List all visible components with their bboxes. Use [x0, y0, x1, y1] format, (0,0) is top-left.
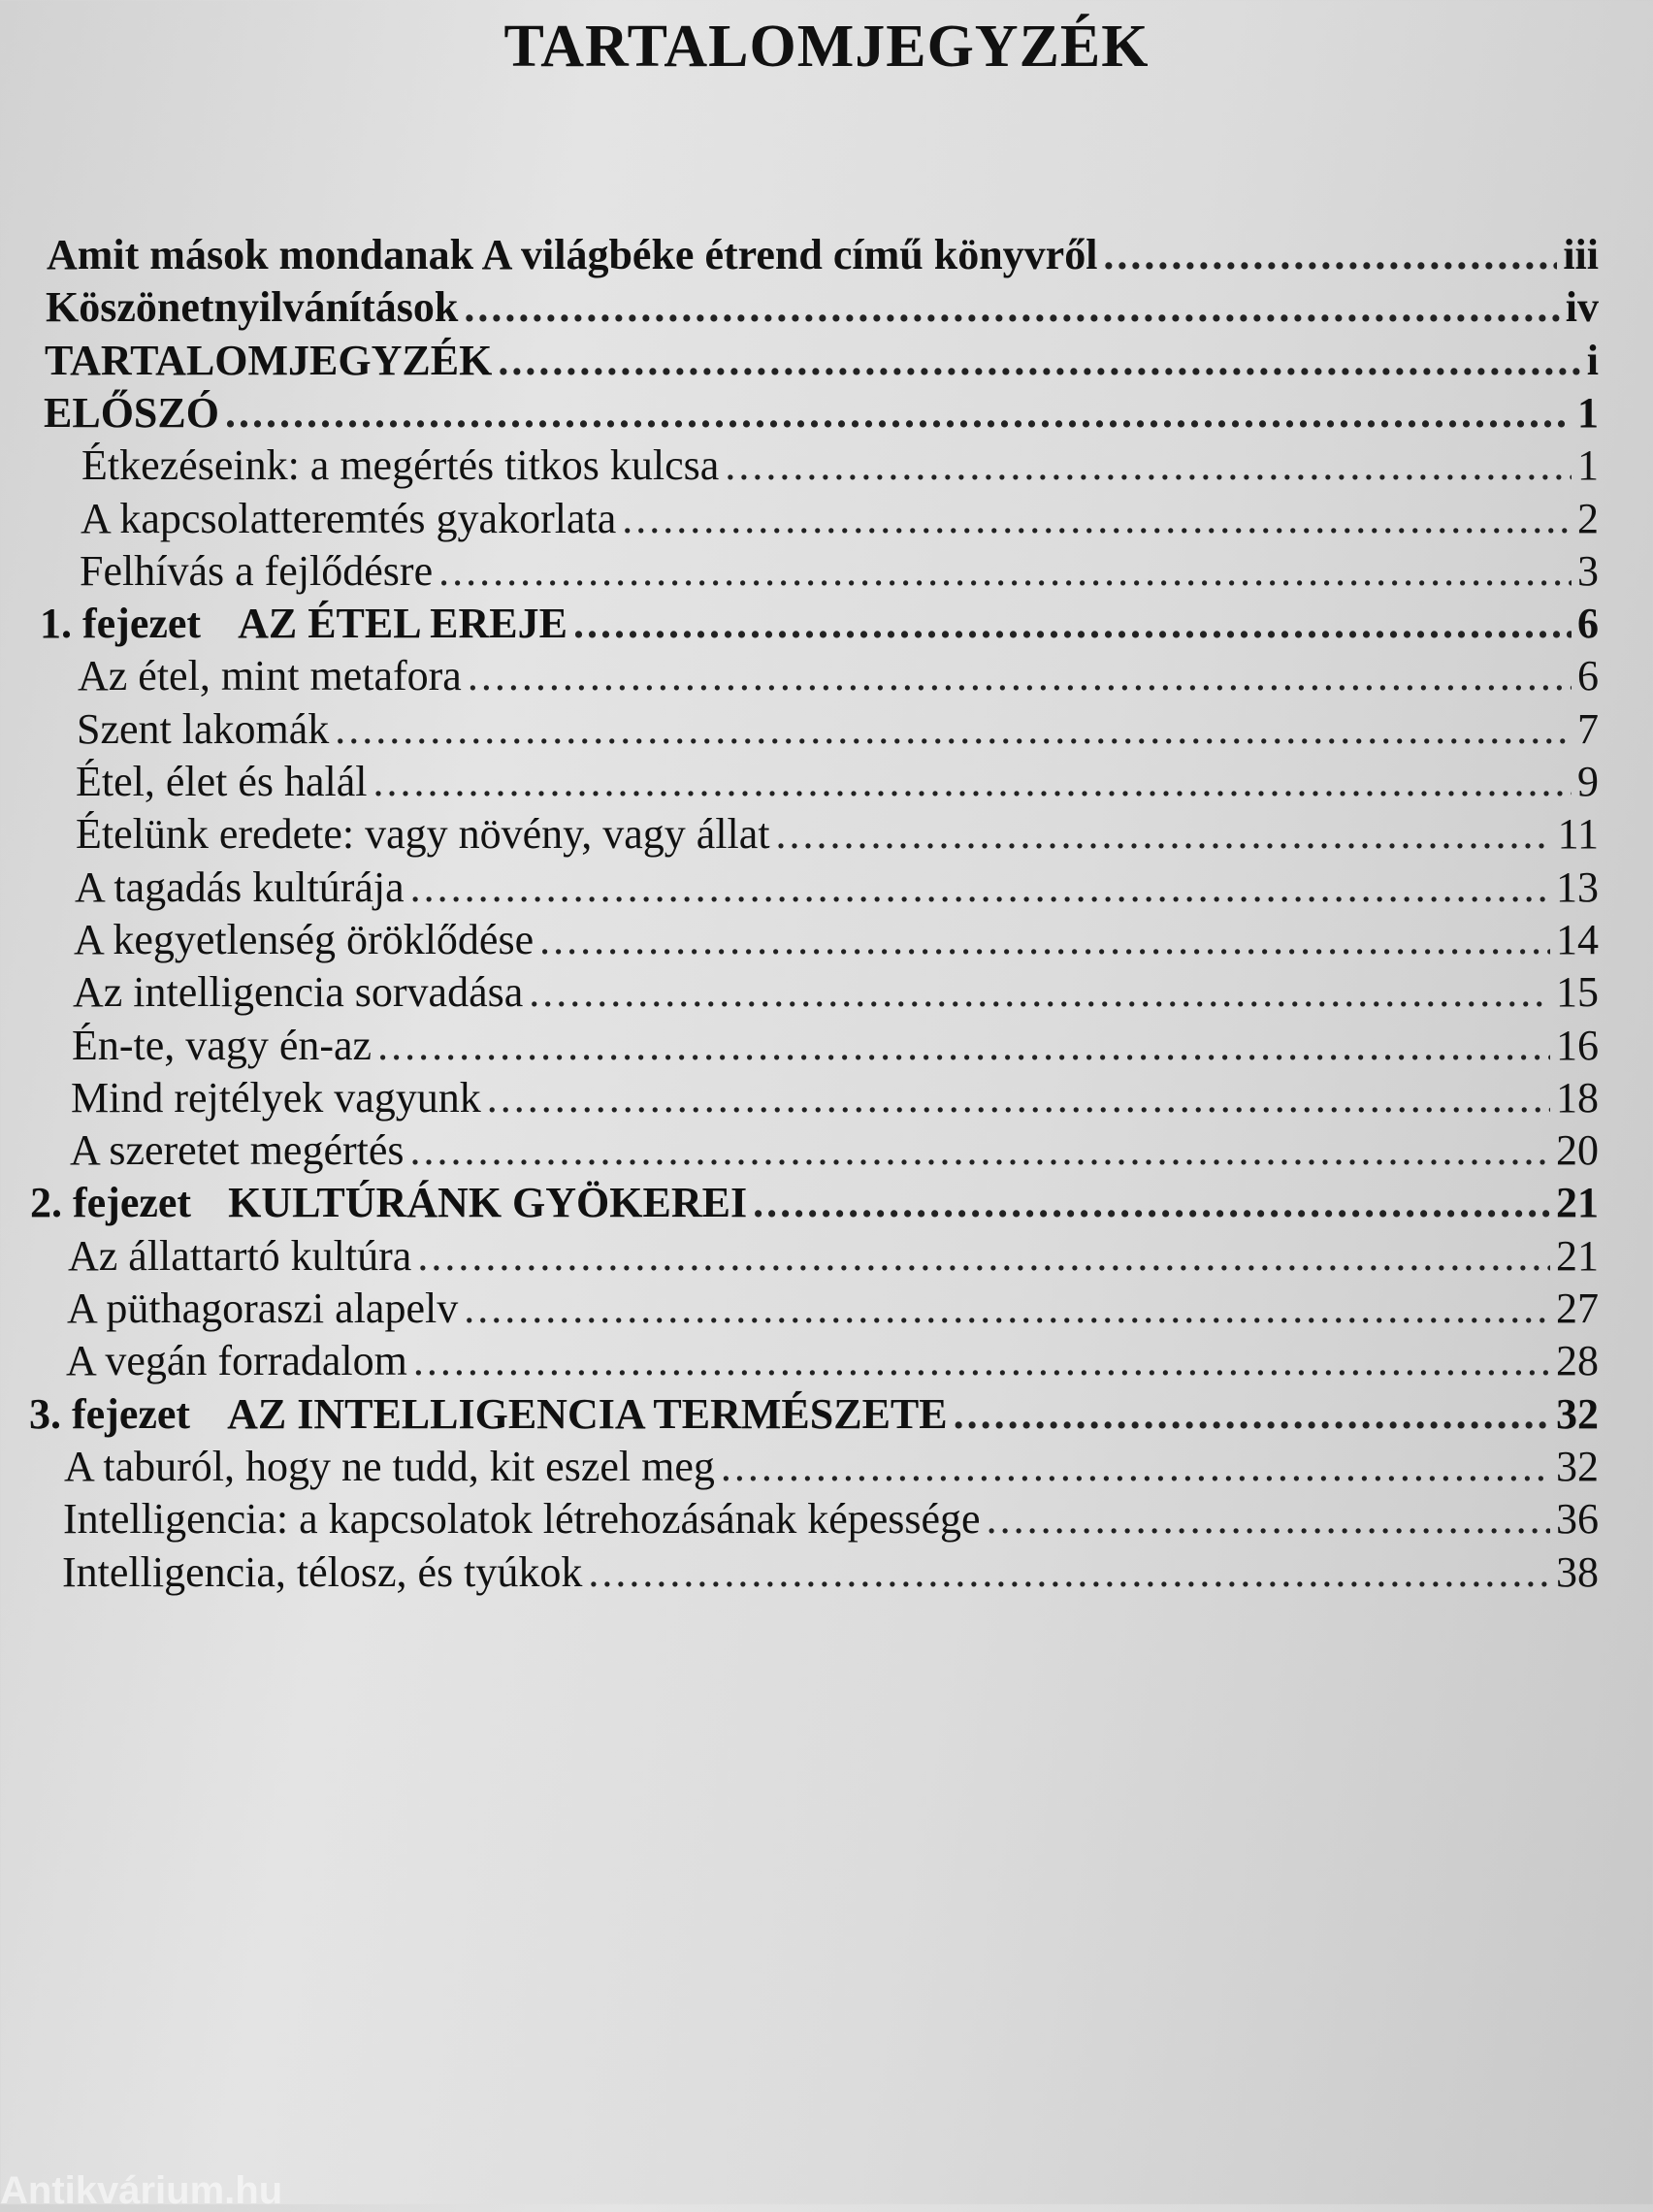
toc-entry-label: Ételünk eredete: vagy növény, vagy állat	[76, 810, 770, 858]
toc-entry-label: KULTÚRÁNK GYÖKEREI	[228, 1179, 748, 1226]
toc-entry-label: A kapcsolatteremtés gyakorlata	[81, 495, 617, 542]
toc-chapter-prefix: 3. fejezet	[29, 1390, 191, 1438]
toc-page-number: 27	[1556, 1285, 1599, 1332]
toc-entry-label: Étel, élet és halál	[76, 758, 368, 805]
toc-entry-label: AZ INTELLIGENCIA TERMÉSZETE	[227, 1390, 948, 1438]
toc-entry-label: Intelligencia: a kapcsolatok létrehozásának képessége	[63, 1495, 981, 1543]
toc-entry-label: Felhívás a fejlődésre	[80, 547, 434, 595]
toc-entry-label: A szeretet megértés	[70, 1126, 405, 1174]
toc-page-number: 13	[1556, 863, 1599, 911]
toc-page-number: 14	[1556, 916, 1599, 963]
toc-entry-label: Köszönetnyilvánítások	[46, 283, 459, 331]
toc-page-number: 21	[1556, 1232, 1599, 1280]
toc-entry-label: Az intelligencia sorvadása	[73, 968, 524, 1016]
watermark-text: Antikvárium.hu	[0, 2169, 283, 2212]
toc-page-number: 32	[1556, 1443, 1599, 1490]
toc-chapter-prefix: 2. fejezet	[30, 1179, 192, 1226]
toc-page-number: 20	[1556, 1126, 1599, 1174]
toc-entry-label: ELŐSZÓ	[44, 389, 219, 437]
toc-entry-label: A kegyetlenség öröklődése	[74, 916, 535, 963]
toc-entry-label: A taburól, hogy ne tudd, kit eszel meg	[64, 1443, 715, 1490]
toc-entry-label: Intelligencia, télosz, és tyúkok	[62, 1548, 583, 1596]
toc-page-number: 32	[1556, 1390, 1599, 1438]
toc-entry-label: Mind rejtélyek vagyunk	[71, 1074, 481, 1122]
toc-entry-label: Én-te, vagy én-az	[72, 1022, 373, 1069]
toc-entry-label: TARTALOMJEGYZÉK	[45, 337, 493, 384]
toc-page-number: 28	[1556, 1337, 1599, 1384]
toc-entry-label: Amit mások mondanak A világbéke étrend című könyvről	[47, 231, 1098, 278]
toc-entry-label: A vegán forradalom	[66, 1337, 407, 1384]
toc-page-number: 2	[1577, 495, 1599, 542]
toc-page-number: 7	[1577, 705, 1599, 753]
page-title: TARTALOMJEGYZÉK	[503, 14, 1150, 80]
toc-entry-label: Az étel, mint metafora	[78, 652, 462, 699]
toc-page-number: 6	[1577, 652, 1599, 699]
toc-page-number: 3	[1577, 547, 1599, 595]
toc-page-number: 16	[1556, 1022, 1599, 1069]
toc-entry-label: A tagadás kultúrája	[75, 863, 405, 911]
toc-page-number: iv	[1565, 283, 1599, 331]
toc-chapter-prefix: 1. fejezet	[40, 600, 202, 647]
dot-leader	[588, 1539, 1550, 1607]
toc-page-number: 1	[1577, 389, 1599, 437]
toc-page-number: 21	[1556, 1179, 1599, 1226]
toc-page-number: 1	[1577, 441, 1599, 489]
toc-page-number: 9	[1577, 758, 1599, 805]
toc-page-number: 38	[1556, 1548, 1599, 1596]
toc-page-number: 18	[1556, 1074, 1599, 1122]
toc-page-number: iii	[1563, 231, 1599, 278]
toc-page-number: 11	[1557, 810, 1599, 858]
toc-page-number: i	[1586, 337, 1599, 384]
toc-entry-label: AZ ÉTEL EREJE	[238, 600, 567, 647]
toc-entry-label: Az állattartó kultúra	[68, 1232, 412, 1280]
toc-entry-label: Étkezéseink: a megértés titkos kulcsa	[81, 441, 720, 489]
toc-entry-label: A püthagoraszi alapelv	[67, 1285, 459, 1332]
toc-entry-label: Szent lakomák	[77, 705, 330, 753]
toc-subentry	[62, 1539, 1599, 1607]
toc-page-number: 15	[1556, 968, 1599, 1016]
toc-page-number: 36	[1556, 1495, 1599, 1543]
toc-page-number: 6	[1577, 600, 1599, 647]
